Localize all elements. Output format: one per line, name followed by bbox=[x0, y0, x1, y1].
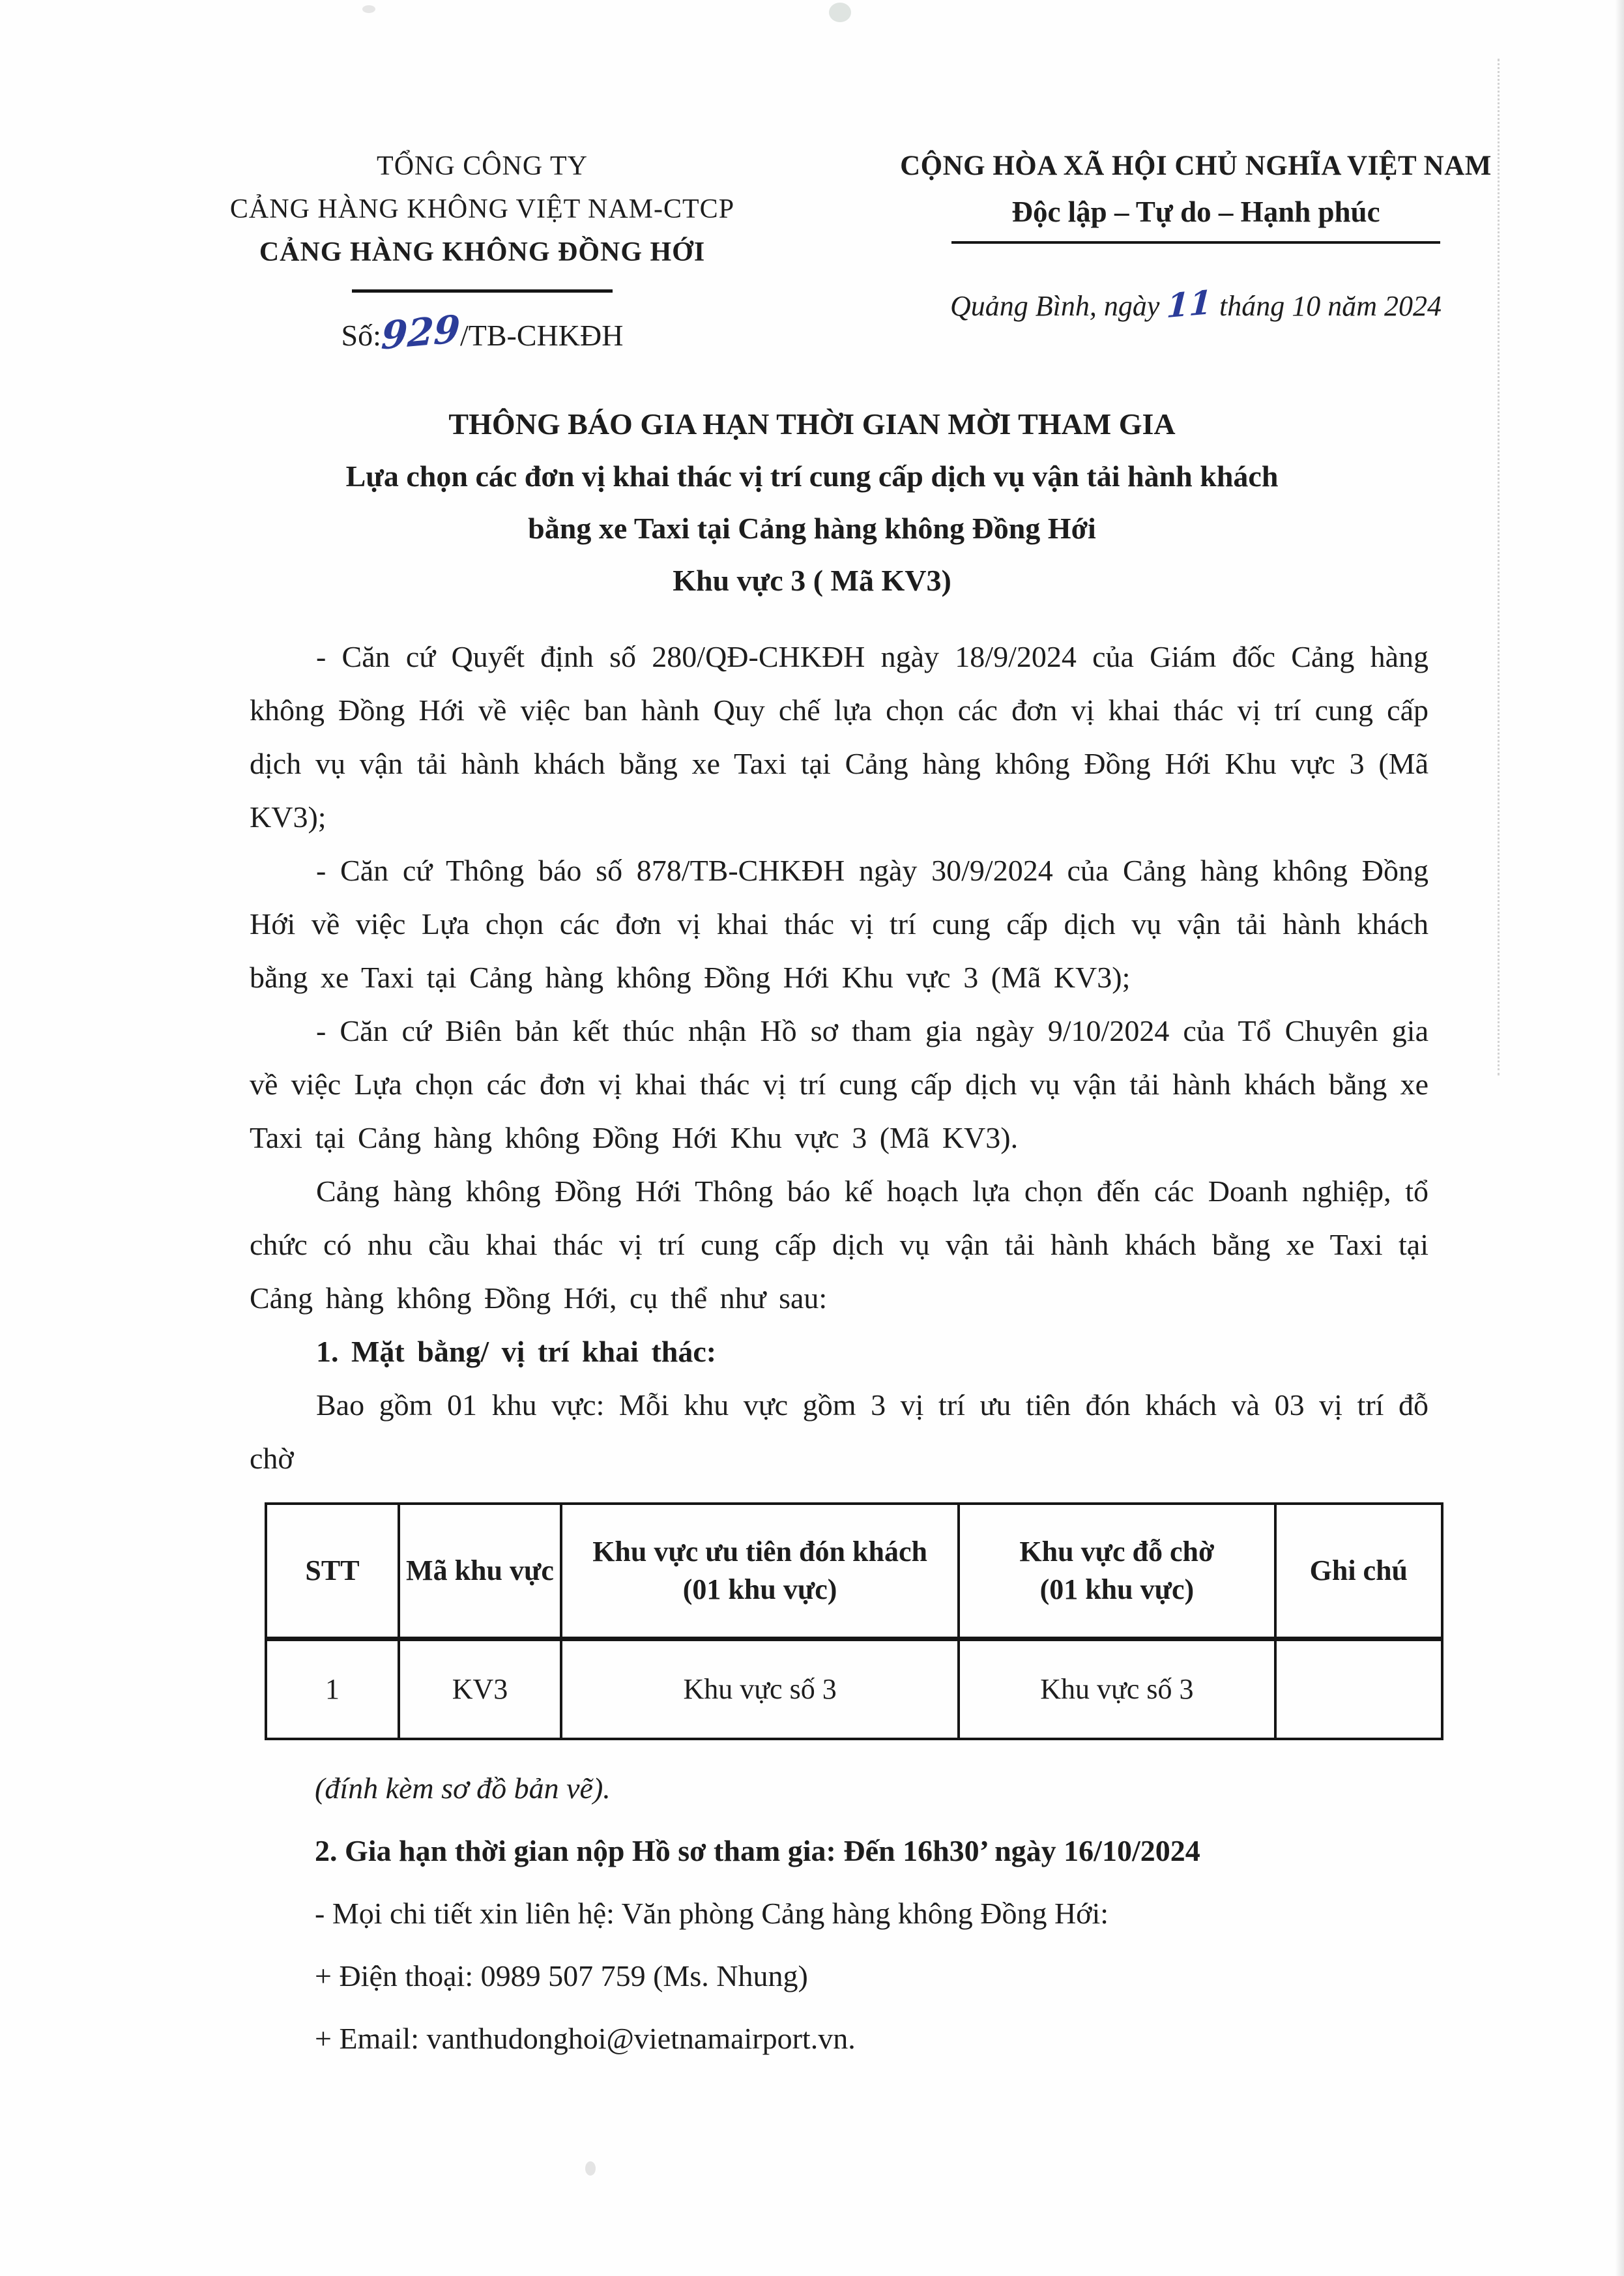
scan-smudge bbox=[829, 3, 851, 22]
org-company-name: CẢNG HÀNG KHÔNG VIỆT NAM-CTCP bbox=[229, 194, 735, 224]
cell-stt: 1 bbox=[266, 1639, 399, 1740]
cell-waiting-area: Khu vực số 3 bbox=[959, 1639, 1275, 1740]
national-motto: Độc lập – Tự do – Hạnh phúc bbox=[1011, 196, 1380, 228]
org-divider-rule bbox=[352, 289, 613, 293]
scan-smudge bbox=[585, 2161, 596, 2176]
org-parent-name: TỔNG CÔNG TY bbox=[377, 151, 588, 181]
cell-priority-pickup: Khu vực số 3 bbox=[561, 1639, 959, 1740]
place-date-line bbox=[824, 282, 1567, 326]
title-line-2: Lựa chọn các đơn vị khai thác vị trí cung cấp dịch vụ vận tải hành khách bbox=[345, 460, 1279, 493]
column-header-waiting-area bbox=[959, 1504, 1275, 1639]
column-header-label: Ghi chú bbox=[1309, 1554, 1408, 1586]
announcement-paragraph: Cảng hàng không Đồng Hới Thông báo kế hoạch lựa chọn đến các Doanh nghiệp, tổ chức có nhu cầu khai thác vị trí cung cấp dịch vụ vận tải hành khách bằng xe Taxi tại Cảng hàng không Đồng Hới, cụ thể như sau: bbox=[250, 1174, 1428, 1315]
table-row bbox=[266, 1639, 1442, 1740]
contact-intro-line: - Mọi chi tiết xin liên hệ: Văn phòng Cảng hàng không Đồng Hới: bbox=[315, 1897, 1109, 1930]
title-line-3: bằng xe Taxi tại Cảng hàng không Đồng Hới bbox=[528, 512, 1096, 545]
document-header bbox=[0, 0, 1624, 357]
legal-basis-paragraph: - Căn cứ Biên bản kết thúc nhận Hồ sơ tham gia ngày 9/10/2024 của Tổ Chuyên gia về việc Lựa chọn các đơn vị khai thác vị trí cung cấp dịch vụ vận tải hành khách bằng xe Taxi tại Cảng hàng không Đồng Hới Khu vực 3 (Mã KV3). bbox=[250, 1014, 1428, 1154]
column-header-label: Mã khu vực bbox=[406, 1554, 554, 1586]
place-date-suffix: tháng 10 năm 2024 bbox=[1212, 290, 1442, 322]
contact-email-line: + Email: vanthudonghoi@vietnamairport.vn. bbox=[315, 2022, 856, 2055]
document-title-block bbox=[0, 398, 1624, 607]
org-unit-name: CẢNG HÀNG KHÔNG ĐỒNG HỚI bbox=[259, 237, 706, 267]
zones-table bbox=[265, 1502, 1443, 1740]
column-header-sublabel: (01 khu vực) bbox=[1039, 1573, 1195, 1605]
cell-zone-code: KV3 bbox=[399, 1639, 561, 1740]
contact-phone-line: + Điện thoại: 0989 507 759 (Ms. Nhung) bbox=[315, 1959, 808, 1992]
section-1-heading: 1. Mặt bằng/ vị trí khai thác: bbox=[316, 1335, 717, 1368]
legal-basis-paragraph: - Căn cứ Quyết định số 280/QĐ-CHKĐH ngày 18/9/2024 của Giám đốc Cảng hàng không Đồng Hới về việc ban hành Quy chế lựa chọn các đơn vị khai thác vị trí cung cấp dịch vụ vận tải hành khách bằng xe Taxi tại Cảng hàng không Đồng Hới Khu vực 3 (Mã KV3); bbox=[250, 640, 1428, 834]
issuing-org-block bbox=[150, 145, 815, 357]
column-header-priority-pickup bbox=[561, 1504, 959, 1639]
document-number-suffix: /TB-CHKĐH bbox=[460, 319, 624, 352]
date-day-handwritten: 11 bbox=[1166, 282, 1213, 326]
scan-smudge bbox=[362, 5, 375, 13]
national-title: CỘNG HÒA XÃ HỘI CHỦ NGHĨA VIỆT NAM bbox=[900, 151, 1492, 181]
scan-edge-shadow bbox=[1615, 0, 1624, 2276]
scan-fold-line bbox=[1498, 59, 1500, 1075]
document-number-prefix: Số: bbox=[341, 319, 381, 352]
column-header-label: STT bbox=[305, 1554, 360, 1586]
column-header-label: Khu vực đỗ chờ bbox=[1019, 1536, 1215, 1568]
column-header-zone-code bbox=[399, 1504, 561, 1639]
column-header-notes bbox=[1275, 1504, 1442, 1639]
national-motto-block bbox=[824, 145, 1567, 357]
table-header-row bbox=[266, 1504, 1442, 1639]
document-footer bbox=[315, 1757, 1428, 2070]
attachment-note: (đính kèm sơ đồ bản vẽ). bbox=[315, 1772, 611, 1805]
motto-underline-rule bbox=[951, 241, 1440, 244]
section-1-intro: Bao gồm 01 khu vực: Mỗi khu vực gồm 3 vị trí ưu tiên đón khách và 03 vị trí đỗ chờ bbox=[250, 1388, 1428, 1475]
column-header-sublabel: (01 khu vực) bbox=[682, 1573, 837, 1605]
section-2-heading: 2. Gia hạn thời gian nộp Hồ sơ tham gia: Đến 16h30’ ngày 16/10/2024 bbox=[315, 1834, 1200, 1867]
title-line-1: THÔNG BÁO GIA HẠN THỜI GIAN MỜI THAM GIA bbox=[448, 407, 1176, 441]
place-date-prefix: Quảng Bình, ngày bbox=[950, 290, 1167, 322]
column-header-stt bbox=[266, 1504, 399, 1639]
document-number-handwritten: 929 bbox=[380, 306, 461, 358]
title-line-4: Khu vực 3 ( Mã KV3) bbox=[673, 564, 951, 597]
cell-notes bbox=[1275, 1639, 1442, 1740]
legal-basis-paragraph: - Căn cứ Thông báo số 878/TB-CHKĐH ngày 30/9/2024 của Cảng hàng không Đồng Hới về việc Lựa chọn các đơn vị khai thác vị trí cung cấp dịch vụ vận tải hành khách bằng xe Taxi tại Cảng hàng không Đồng Hới Khu vực 3 (Mã KV3); bbox=[250, 854, 1428, 994]
column-header-label: Khu vực ưu tiên đón khách bbox=[592, 1536, 927, 1568]
document-body bbox=[250, 630, 1428, 1485]
document-number-line bbox=[150, 306, 815, 358]
